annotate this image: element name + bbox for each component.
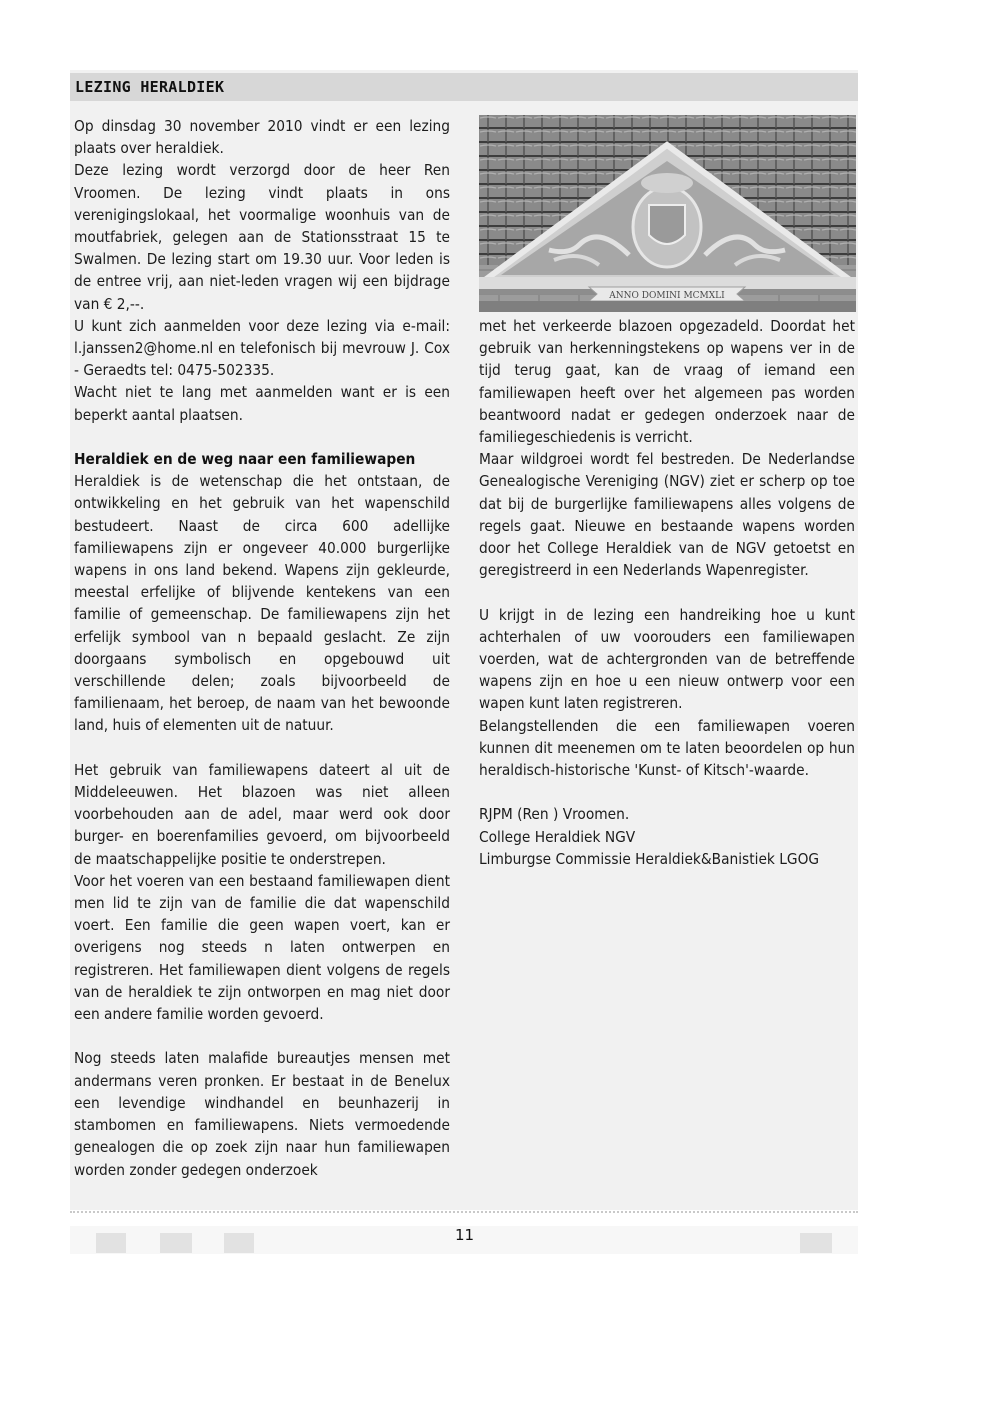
footer-decoration [160, 1233, 192, 1253]
paragraph: Deze lezing wordt verzorgd door de heer Ren Vroomen. De lezing vindt plaats in ons verenigingslokaal, het voormalige woonhuis van de moutfabriek, gelegen aan de Stationsstraat 15 te Swalmen. De lezing start om 19.30 uur. Voor leden is de entree vrij, aan niet-leden vragen wij een bijdrage van € 2,--. [74, 161, 450, 313]
signature-affiliation: College Heraldiek NGV [479, 827, 636, 846]
paragraph: Maar wildgroei wordt fel bestreden. De Nederlandse Genealogische Vereniging (NGV) ziet er scherp op toe dat bij de burgerlijke familiewapens alles volgens de regels gaat. Nieuwe en bestaande wapens worden door het College Heraldiek van de NGV getoetst en geregistreerd in een Nederlands Wapenregister. [479, 450, 855, 580]
signature-affiliation: Limburgse Commissie Heraldiek&Banistiek LGOG [479, 849, 820, 868]
left-column [74, 115, 450, 1181]
paragraph: Wacht niet te lang met aanmelden want er is een beperkt aantal plaatsen. [74, 383, 450, 424]
page-title: LEZING HERALDIEK [75, 78, 225, 96]
paragraph: U krijgt in de lezing een handreiking hoe u kunt achterhalen of uw voorouders een familiewapen voerden, wat de achtergronden van de betreffende wapens zijn en hoe u een nieuw ontwerp voor een wapen kunt laten registreren. [479, 605, 855, 713]
section-heading: Heraldiek en de weg naar een familiewapen [74, 450, 416, 469]
right-column [479, 315, 855, 870]
section-header [70, 73, 858, 101]
gable-photo [479, 115, 856, 312]
footer-decoration [96, 1233, 126, 1253]
inscription-text: ANNO DOMINI MCMXLI [609, 291, 725, 301]
paragraph: U kunt zich aanmelden voor deze lezing via e-mail: l.janssen2@home.nl en telefonisch bij mevrouw J. Cox - Geraedts tel: 0475-502335. [74, 316, 450, 380]
paragraph: Belangstellenden die een familiewapen voeren kunnen dit meenemen om te laten beoordelen op hun heraldisch-historische 'Kunst- of Kitsch'-waarde. [479, 716, 855, 780]
paragraph: Op dinsdag 30 november 2010 vindt er een lezing plaats over heraldiek. [74, 117, 450, 158]
paragraph: Heraldiek is de wetenschap die het ontstaan, de ontwikkeling en het gebruik van het wapenschild bestudeert. Naast de circa 600 adellijke familiewapens zijn er ongeveer 40.000 burgerlijke wapens in ons land bekend. Wapens zijn gekleurde, meestal erfelijke of blijvende kentekens van een familie of gemeenschap. De familiewapens zijn het erfelijk symbool van n bepaald geslacht. Ze zijn doorgaans symbolisch en opgebouwd uit verschillende delen; zoals bijvoorbeeld de familienaam, het beroep, de naam van het bewoonde land, huis of elementen uit de natuur. [74, 472, 450, 735]
page-number: 11 [455, 1226, 475, 1244]
paragraph: Voor het voeren van een bestaand familiewapen dient men lid te zijn van de familie die dat wapenschild voert. Een familie die geen wapen voert, kan er overigens nog steeds n laten ontwerpen en registreren. Het familiewapen dient volgens de regels van de heraldiek te zijn ontworpen en mag niet door een andere familie worden gevoerd. [74, 871, 450, 1024]
footer-decoration [800, 1233, 832, 1253]
signature-name: RJPM (Ren ) Vroomen. [479, 805, 630, 824]
paragraph: met het verkeerde blazoen opgezadeld. Doordat het gebruik van herkenningstekens op wapens ver in de tijd terug gaat, kan de vraag of iemand een familiewapen heeft over het algemeen pas worden beantwoord nadat er gedegen onderzoek naar de familiegeschiedenis is verricht. [479, 317, 855, 447]
paragraph: Nog steeds laten malafide bureautjes mensen met andermans veren pronken. Er bestaat in de Benelux een levendige windhandel en beunhazerij in stambomen en familiewapens. Niets vermoedende genealogen die op zoek zijn naar hun familiewapen worden zonder gedegen onderzoek [74, 1049, 450, 1179]
footer-decoration [224, 1233, 254, 1253]
footer-divider [70, 1211, 858, 1213]
paragraph: Het gebruik van familiewapens dateert al uit de Middeleeuwen. Het blazoen was niet alleen voorbehouden aan de adel, maar werd ook door burger- en boerenfamilies gevoerd, om bijvoorbeeld de maatschappelijke positie te onderstrepen. [74, 760, 450, 868]
